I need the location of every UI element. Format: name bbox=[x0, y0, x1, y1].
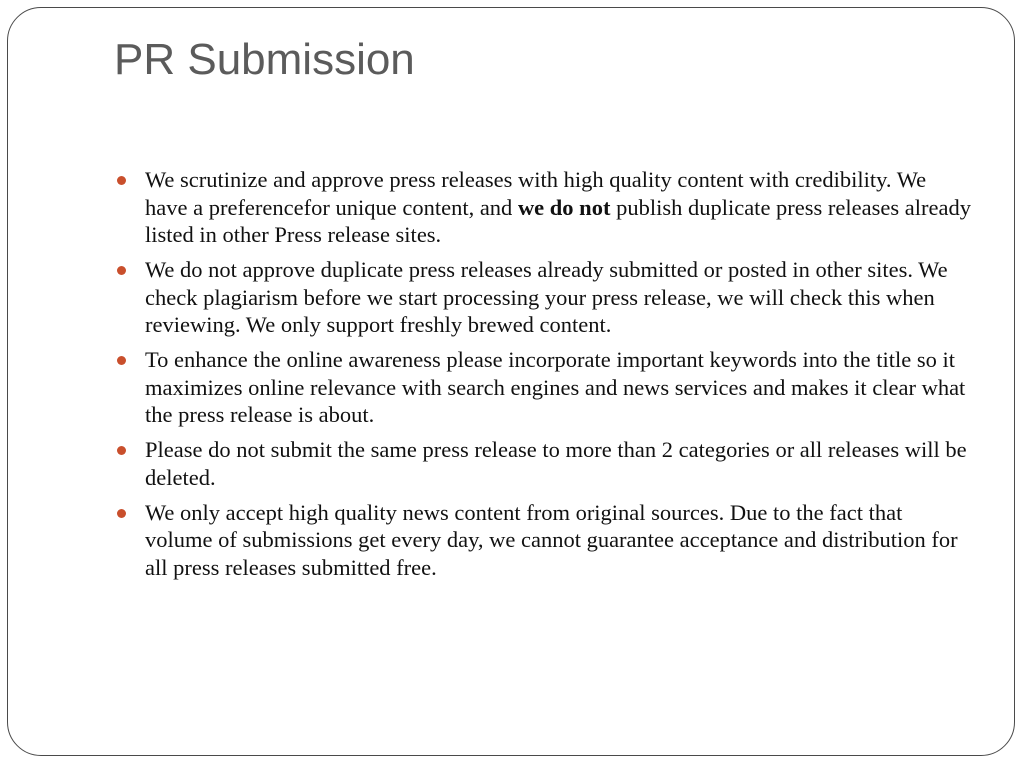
bullet-text bbox=[145, 167, 971, 247]
bullet-dot-icon bbox=[117, 266, 126, 275]
bullet-text: To enhance the online awareness please incorporate important keywords into the title so it maximizes online relevance with search engines and news services and makes it clear what the press release is about. bbox=[145, 347, 966, 427]
bullet-item bbox=[115, 256, 973, 339]
bullet-item bbox=[115, 436, 973, 491]
bullet-text: We do not approve duplicate press releases already submitted or posted in other sites. We check plagiarism before we start processing your press release, we will check this when reviewing. We only support freshly brewed content. bbox=[145, 257, 948, 337]
bullet-text-before: We scrutinize and approve press releases with high quality content with credibility. We have a preferencefor unique content, and bbox=[145, 167, 927, 220]
bullet-item bbox=[115, 499, 973, 582]
bullet-dot-icon bbox=[117, 356, 126, 365]
bullet-text-emphasis: we do not bbox=[517, 194, 611, 220]
slide-title: PR Submission bbox=[114, 35, 415, 84]
bullet-dot-icon bbox=[117, 176, 126, 185]
bullet-item bbox=[115, 346, 973, 429]
bullet-list bbox=[115, 166, 973, 589]
bullet-dot-icon bbox=[117, 446, 126, 455]
bullet-text: We only accept high quality news content from original sources. Due to the fact that volume of submissions get every day, we cannot guarantee acceptance and distribution for all press releases submitted free. bbox=[145, 499, 958, 580]
slide bbox=[7, 7, 1015, 756]
bullet-text-after: publish duplicate press releases already listed in other Press release sites. bbox=[145, 194, 971, 247]
bullet-text: Please do not submit the same press release to more than 2 categories or all releases will be deleted. bbox=[145, 437, 967, 490]
bullet-item bbox=[115, 166, 973, 249]
bullet-dot-icon bbox=[117, 509, 126, 518]
